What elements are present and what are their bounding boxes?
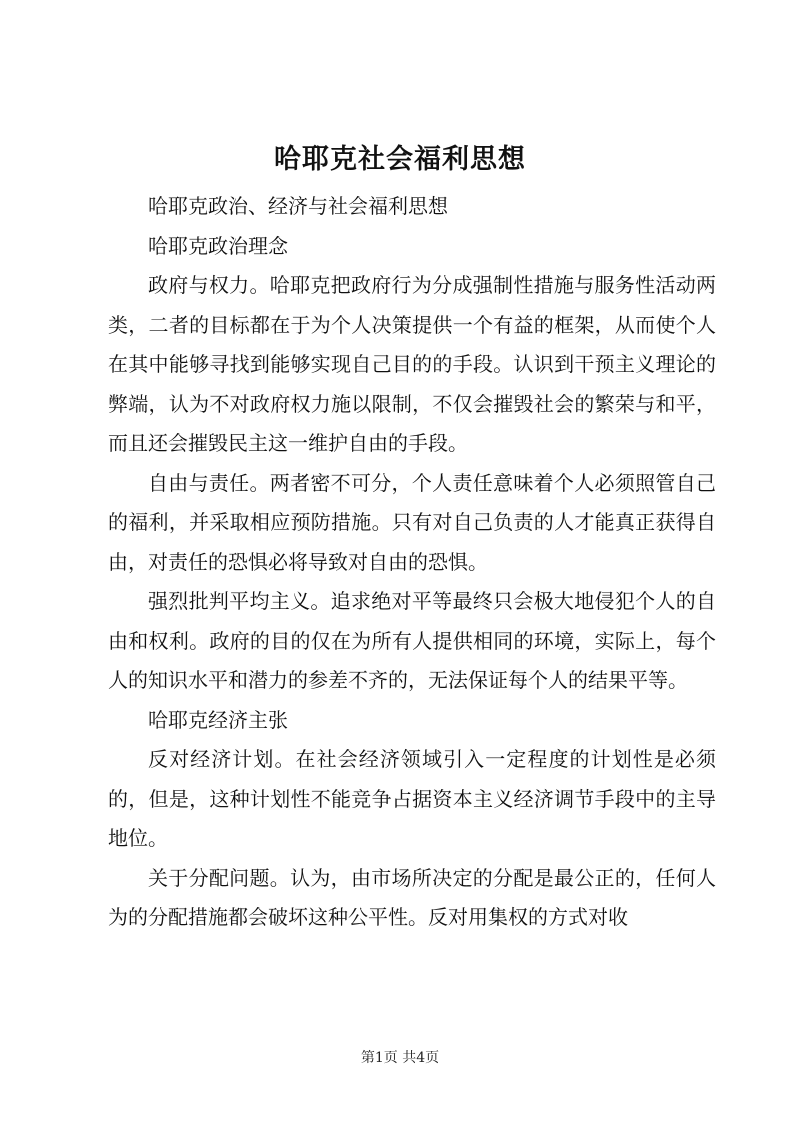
paragraph-subtitle: 哈耶克政治、经济与社会福利思想 [148,194,448,218]
paragraph-egalitarianism: 强烈批判平均主义。追求绝对平等最终只会极大地侵犯个人的自由和权利。政府的目的仅在为所有人提供相同的环境，实际上，每个人的知识水平和潜力的参差不齐的，无法保证每个人的结果平等。 [108,589,716,692]
paragraph-distribution: 关于分配问题。认为，由市场所决定的分配是最公正的，任何人为的分配措施都会破坏这种公平性。反对用集权的方式对收 [108,865,716,929]
paragraph-government-power: 政府与权力。哈耶克把政府行为分成强制性措施与服务性活动两类，二者的目标都在于为个人决策提供一个有益的框架，从而使个人在其中能够寻找到能够实现自己目的的手段。认识到干预主义理论的弊端，认为不对政府权力施以限制，不仅会摧毁社会的繁荣与和平，而且还会摧毁民主这一维护自由的手段。 [108,273,716,455]
document-body [108,187,716,938]
document-title: 哈耶克社会福利思想 [274,144,526,175]
paragraph-economic-planning: 反对经济计划。在社会经济领域引入一定程度的计划性是必须的，但是，这种计划性不能竞争占据资本主义经济调节手段中的主导地位。 [108,747,716,850]
paragraph-heading-politics: 哈耶克政治理念 [148,233,288,258]
paragraph-freedom-responsibility: 自由与责任。两者密不可分，个人责任意味着个人必须照管自己的福利，并采取相应预防措施。只有对自己负责的人才能真正获得自由，对责任的恐惧必将导致对自由的恐惧。 [108,470,716,574]
page-number-footer: 第1页 共4页 [360,1050,440,1066]
paragraph-heading-economy: 哈耶克经济主张 [148,707,288,732]
